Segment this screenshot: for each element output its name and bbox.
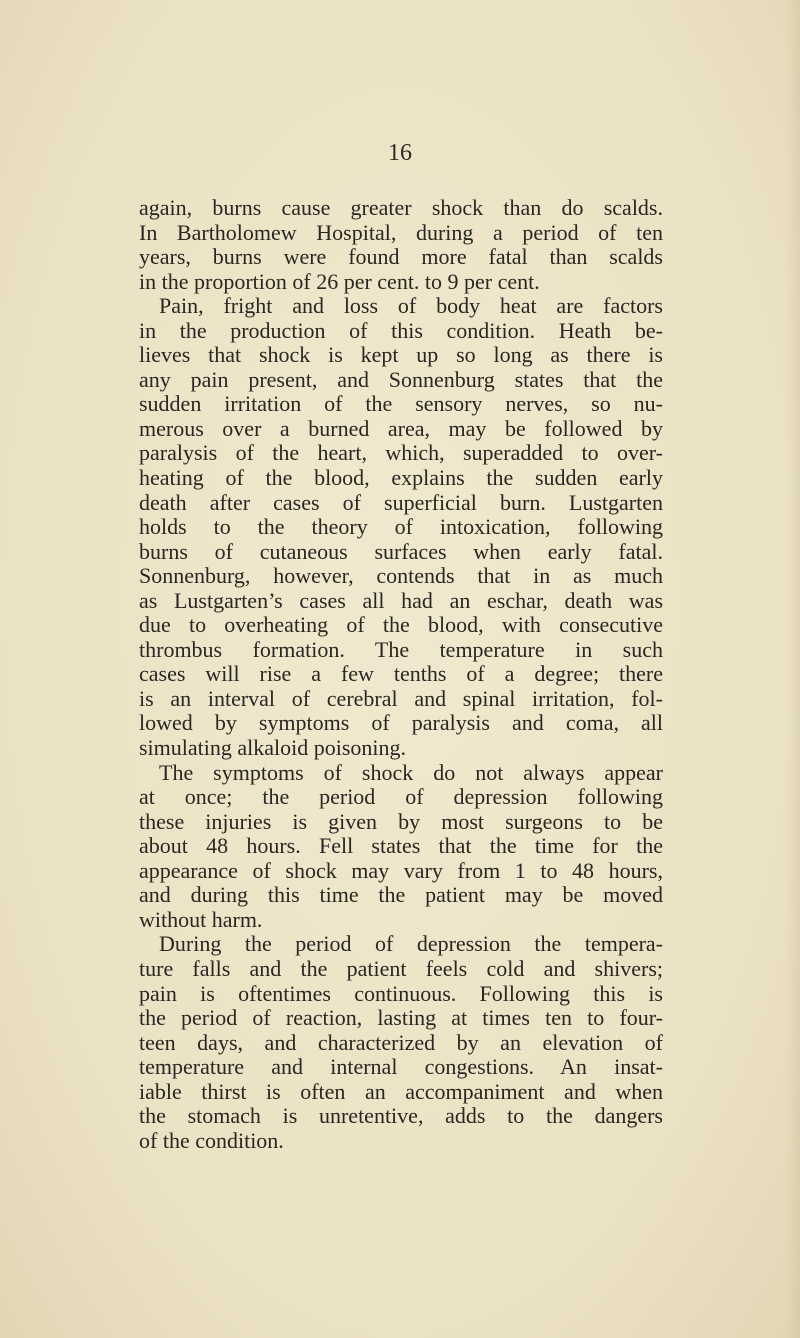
text-line: During the period of depression the tempera- (159, 931, 663, 957)
text-line: Sonnenburg, however, contends that in as much (139, 563, 663, 589)
text-line: Pain, fright and loss of body heat are factors (159, 293, 663, 319)
text-line: teen days, and characterized by an elevation of (139, 1029, 663, 1055)
text-line: ture falls and the patient feels cold and shivers; (139, 955, 663, 981)
text-line: heating of the blood, explains the sudden early (139, 465, 663, 491)
text-line: years, burns were found more fatal than scalds (139, 244, 663, 270)
text-line: paralysis of the heart, which, superadded to over- (139, 440, 663, 466)
text-line: these injuries is given by most surgeons to be (139, 808, 663, 834)
text-line: of the condition. (139, 1127, 284, 1153)
text-line: pain is oftentimes continuous. Following this is (139, 980, 663, 1006)
text-line: sudden irritation of the sensory nerves, so nu- (139, 391, 663, 417)
page-number: 16 (388, 140, 412, 166)
text-line: about 48 hours. Fell states that the time for the (139, 833, 663, 859)
text-line: iable thirst is often an accompaniment and when (139, 1078, 663, 1104)
text-line: temperature and internal congestions. An insat- (139, 1054, 663, 1080)
page-edge-shadow (786, 0, 800, 1338)
text-line: lowed by symptoms of paralysis and coma, all (139, 710, 663, 736)
text-line: holds to the theory of intoxication, following (139, 514, 663, 540)
text-line: in the proportion of 26 per cent. to 9 per cent. (139, 268, 540, 294)
text-line: due to overheating of the blood, with consecutive (139, 612, 663, 638)
text-line: merous over a burned area, may be followed by (139, 415, 663, 441)
text-line: lieves that shock is kept up so long as there is (139, 342, 663, 368)
text-line: the period of reaction, lasting at times ten to four- (139, 1005, 663, 1031)
text-line: in the production of this condition. Heath be- (139, 317, 663, 343)
text-line: again, burns cause greater shock than do scalds. (139, 195, 663, 220)
text-line: simulating alkaloid poisoning. (139, 735, 407, 761)
text-line: at once; the period of depression following (139, 784, 663, 810)
text-line: burns of cutaneous surfaces when early fatal. (139, 538, 663, 564)
text-line: cases will rise a few tenths of a degree; there (139, 661, 663, 687)
text-line: appearance of shock may vary from 1 to 48 hours, (139, 857, 663, 883)
text-line: thrombus formation. The temperature in such (139, 636, 663, 662)
text-line: death after cases of superficial burn. Lustgarten (139, 489, 663, 515)
text-line: The symptoms of shock do not always appear (159, 759, 663, 785)
text-line: is an interval of cerebral and spinal irritation, fol- (139, 685, 663, 711)
text-line: any pain present, and Sonnenburg states that the (139, 366, 663, 392)
text-line: as Lustgarten’s cases all had an eschar, death was (139, 587, 663, 613)
text-line: without harm. (139, 906, 263, 932)
text-line: In Bartholomew Hospital, during a period of ten (139, 219, 663, 245)
text-line: the stomach is unretentive, adds to the dangers (139, 1103, 663, 1129)
text-line: and during this time the patient may be moved (139, 882, 663, 908)
body-text (139, 196, 663, 1153)
